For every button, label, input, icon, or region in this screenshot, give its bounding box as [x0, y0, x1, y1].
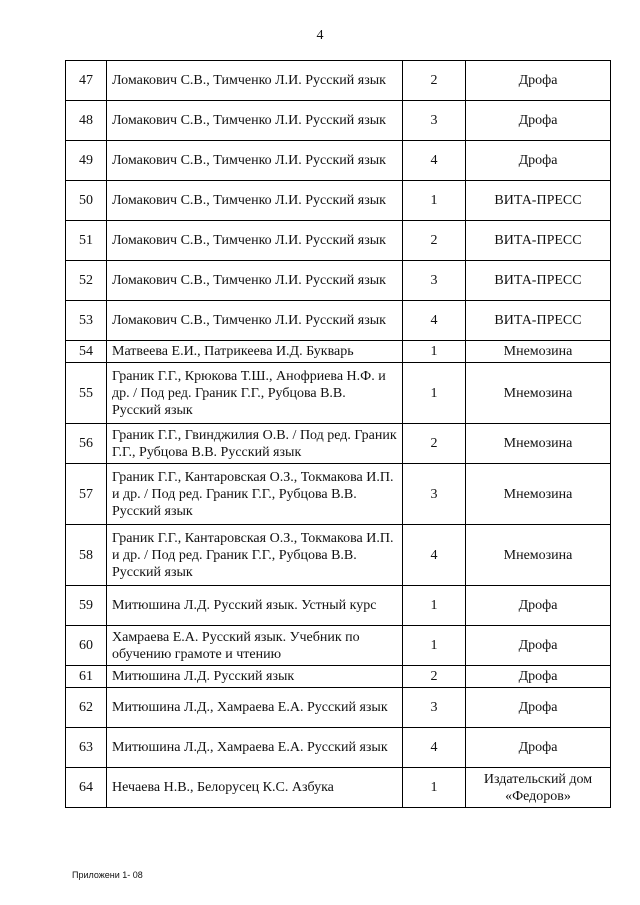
publisher-cell: Дрофа [466, 626, 611, 666]
table-row [66, 363, 611, 424]
table-row [66, 525, 611, 586]
grade-cell: 1 [403, 181, 466, 221]
author-title-cell: Граник Г.Г., Крюкова Т.Ш., Анофриева Н.Ф. и др. / Под ред. Граник Г.Г., Рубцова В.В. Русский язык [107, 363, 403, 424]
row-number: 57 [66, 464, 107, 525]
row-number: 58 [66, 525, 107, 586]
table-row [66, 61, 611, 101]
publisher-cell: Дрофа [466, 61, 611, 101]
author-title-cell: Ломакович С.В., Тимченко Л.И. Русский язык [107, 101, 403, 141]
table-row [66, 424, 611, 464]
grade-cell: 2 [403, 61, 466, 101]
publisher-cell: Дрофа [466, 141, 611, 181]
table-row [66, 101, 611, 141]
table-row [66, 666, 611, 688]
author-title-cell: Матвеева Е.И., Патрикеева И.Д. Букварь [107, 341, 403, 363]
row-number: 47 [66, 61, 107, 101]
table-row [66, 141, 611, 181]
table-row [66, 181, 611, 221]
grade-cell: 3 [403, 688, 466, 728]
publisher-cell: Мнемозина [466, 464, 611, 525]
table-row [66, 341, 611, 363]
grade-cell: 1 [403, 768, 466, 808]
author-title-cell: Нечаева Н.В., Белорусец К.С. Азбука [107, 768, 403, 808]
grade-cell: 3 [403, 261, 466, 301]
table-row [66, 688, 611, 728]
page-number: 4 [316, 28, 324, 43]
row-number: 61 [66, 666, 107, 688]
grade-cell: 1 [403, 341, 466, 363]
table-row [66, 261, 611, 301]
row-number: 53 [66, 301, 107, 341]
row-number: 64 [66, 768, 107, 808]
table-row [66, 728, 611, 768]
author-title-cell: Митюшина Л.Д., Хамраева Е.А. Русский язык [107, 728, 403, 768]
row-number: 49 [66, 141, 107, 181]
grade-cell: 1 [403, 363, 466, 424]
table-row [66, 221, 611, 261]
table-row [66, 301, 611, 341]
grade-cell: 3 [403, 464, 466, 525]
row-number: 51 [66, 221, 107, 261]
author-title-cell: Граник Г.Г., Кантаровская О.З., Токмакова И.П. и др. / Под ред. Граник Г.Г., Рубцова В.В. Русский язык [107, 525, 403, 586]
author-title-cell: Митюшина Л.Д., Хамраева Е.А. Русский язык [107, 688, 403, 728]
publisher-cell: ВИТА-ПРЕСС [466, 301, 611, 341]
author-title-cell: Ломакович С.В., Тимченко Л.И. Русский язык [107, 221, 403, 261]
grade-cell: 2 [403, 666, 466, 688]
publisher-cell: Мнемозина [466, 341, 611, 363]
author-title-cell: Граник Г.Г., Кантаровская О.З., Токмакова И.П. и др. / Под ред. Граник Г.Г., Рубцова В.В. Русский язык [107, 464, 403, 525]
table-row [66, 464, 611, 525]
row-number: 63 [66, 728, 107, 768]
author-title-cell: Хамраева Е.А. Русский язык. Учебник по обучению грамоте и чтению [107, 626, 403, 666]
publisher-cell: Мнемозина [466, 424, 611, 464]
publisher-cell: Мнемозина [466, 525, 611, 586]
publisher-cell: ВИТА-ПРЕСС [466, 221, 611, 261]
table-row [66, 768, 611, 808]
author-title-cell: Ломакович С.В., Тимченко Л.И. Русский язык [107, 61, 403, 101]
row-number: 60 [66, 626, 107, 666]
grade-cell: 4 [403, 141, 466, 181]
author-title-cell: Митюшина Л.Д. Русский язык [107, 666, 403, 688]
author-title-cell: Ломакович С.В., Тимченко Л.И. Русский язык [107, 141, 403, 181]
publisher-cell: Дрофа [466, 586, 611, 626]
grade-cell: 1 [403, 626, 466, 666]
row-number: 59 [66, 586, 107, 626]
row-number: 54 [66, 341, 107, 363]
publisher-cell: Дрофа [466, 101, 611, 141]
row-number: 52 [66, 261, 107, 301]
grade-cell: 4 [403, 728, 466, 768]
publisher-cell: ВИТА-ПРЕСС [466, 181, 611, 221]
publisher-cell: Дрофа [466, 728, 611, 768]
grade-cell: 1 [403, 586, 466, 626]
publisher-cell: Дрофа [466, 666, 611, 688]
author-title-cell: Граник Г.Г., Гвинджилия О.В. / Под ред. Граник Г.Г., Рубцова В.В. Русский язык [107, 424, 403, 464]
grade-cell: 2 [403, 221, 466, 261]
row-number: 50 [66, 181, 107, 221]
footer-note: Приложени 1- 08 [72, 870, 143, 880]
author-title-cell: Митюшина Л.Д. Русский язык. Устный курс [107, 586, 403, 626]
row-number: 62 [66, 688, 107, 728]
author-title-cell: Ломакович С.В., Тимченко Л.И. Русский язык [107, 301, 403, 341]
grade-cell: 4 [403, 301, 466, 341]
author-title-cell: Ломакович С.В., Тимченко Л.И. Русский язык [107, 181, 403, 221]
publisher-cell: Издательский дом «Федоров» [466, 768, 611, 808]
row-number: 48 [66, 101, 107, 141]
grade-cell: 3 [403, 101, 466, 141]
publisher-cell: Дрофа [466, 688, 611, 728]
publisher-cell: Мнемозина [466, 363, 611, 424]
grade-cell: 4 [403, 525, 466, 586]
publisher-cell: ВИТА-ПРЕСС [466, 261, 611, 301]
textbook-table [65, 60, 611, 808]
table-row [66, 586, 611, 626]
table-body [66, 61, 611, 808]
row-number: 56 [66, 424, 107, 464]
row-number: 55 [66, 363, 107, 424]
author-title-cell: Ломакович С.В., Тимченко Л.И. Русский язык [107, 261, 403, 301]
grade-cell: 2 [403, 424, 466, 464]
table-row [66, 626, 611, 666]
